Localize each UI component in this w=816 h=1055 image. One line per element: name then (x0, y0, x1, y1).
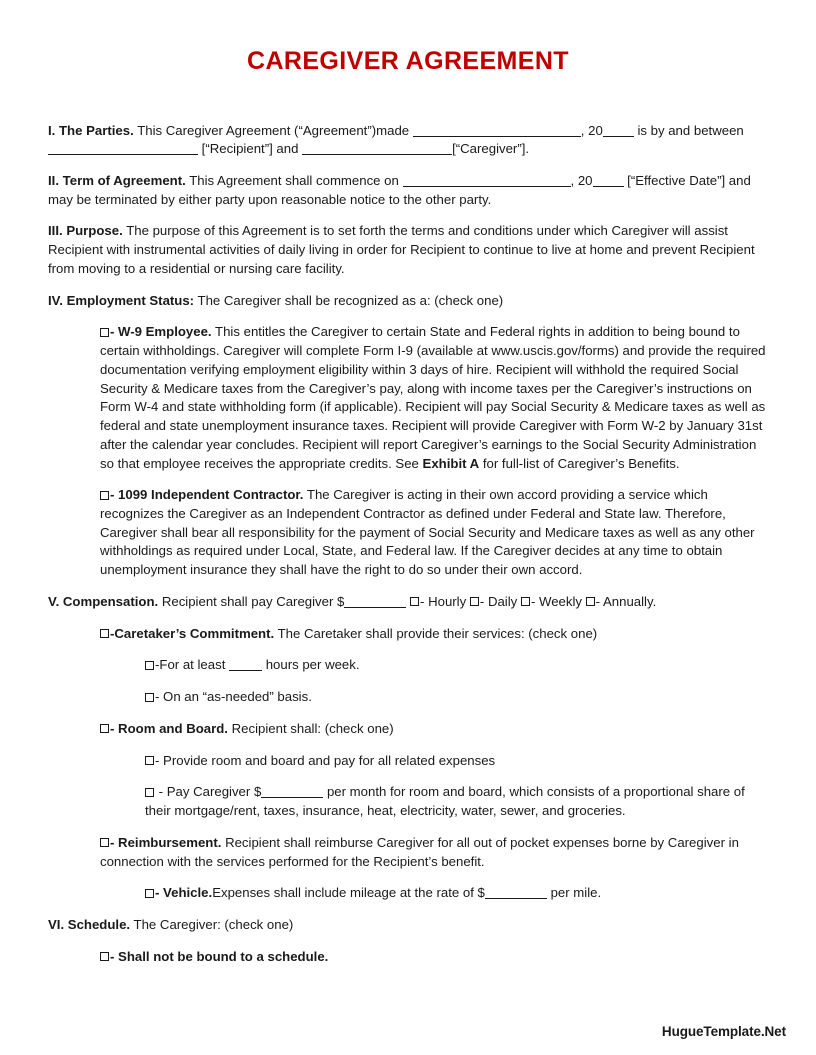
checkbox-hourly-icon[interactable] (410, 597, 419, 606)
checkbox-not-bound-to-schedule-icon[interactable] (100, 952, 109, 961)
employment-option-1099-label: - 1099 Independent Contractor. (110, 487, 304, 503)
page-title: CAREGIVER AGREEMENT (247, 47, 569, 75)
checkbox-reimbursement-icon[interactable] (100, 838, 109, 847)
section-term-text-1: This Agreement shall commence on (189, 172, 403, 188)
section-parties-text-5: [“Caregiver”]. (452, 141, 530, 157)
commitment-option-hours-text-1: -For at least (155, 657, 230, 673)
section-employment-status (48, 292, 768, 311)
section-parties (48, 122, 768, 159)
section-compensation-heading: V. Compensation. (48, 593, 159, 609)
checkbox-room-and-board-icon[interactable] (100, 724, 109, 733)
section-parties-text-2: , 20 (580, 122, 603, 138)
caretakers-commitment-label: -Caretaker’s Commitment. (110, 625, 275, 641)
room-and-board-label: - Room and Board. (110, 720, 228, 736)
section-parties-text-1: This Caregiver Agreement (“Agreement”)made (137, 122, 413, 138)
room-board-option-provide-text: - Provide room and board and pay for all related expenses (155, 752, 496, 768)
caretakers-commitment-text: The Caretaker shall provide their services: (check one) (277, 625, 598, 641)
vehicle-mileage-rate-blank[interactable] (485, 887, 547, 899)
employment-option-w9 (48, 323, 768, 473)
parties-year-blank[interactable] (603, 125, 634, 137)
compensation-amount-blank[interactable] (344, 596, 406, 608)
section-parties-text-3: is by and between (633, 122, 744, 138)
reimbursement-vehicle-label: - Vehicle. (155, 885, 213, 901)
reimbursement-vehicle (48, 884, 768, 903)
commitment-hours-blank[interactable] (229, 659, 262, 671)
section-schedule-heading: VI. Schedule. (48, 917, 131, 932)
checkbox-daily-icon[interactable] (470, 597, 479, 606)
footer-watermark: HugueTemplate.Net (661, 1024, 786, 1039)
parties-date-blank[interactable] (413, 125, 581, 137)
checkbox-for-at-least-hours-icon[interactable] (145, 661, 154, 670)
checkbox-pay-caregiver-monthly-icon[interactable] (145, 788, 154, 797)
checkbox-caretakers-commitment-icon[interactable] (100, 629, 109, 638)
checkbox-provide-room-and-board-icon[interactable] (145, 756, 154, 765)
section-term-heading: II. Term of Agreement. (48, 172, 186, 188)
document-body (0, 122, 816, 967)
reimbursement (48, 834, 768, 871)
section-compensation (48, 593, 768, 612)
caretakers-commitment (48, 625, 768, 644)
schedule-option-not-bound (48, 948, 768, 967)
room-board-option-pay-text-1: - Pay Caregiver $ (158, 784, 262, 800)
section-term-text-3: [“Effective Date”] and may be terminated by either party upon reasonable notice to the other party. (48, 172, 751, 207)
employment-option-w9-text-2: for full-list of Caregiver’s Benefits. (479, 455, 680, 471)
section-term-text-2: , 20 (570, 172, 593, 188)
term-date-blank[interactable] (403, 175, 571, 187)
section-schedule (48, 916, 768, 935)
commitment-option-as-needed-text: - On an “as-needed” basis. (155, 689, 312, 705)
checkbox-w9-employee-icon[interactable] (100, 328, 109, 337)
section-purpose (48, 222, 768, 278)
section-employment-status-heading: IV. Employment Status: (48, 292, 195, 308)
room-board-option-provide (48, 752, 768, 771)
parties-caregiver-blank[interactable] (302, 143, 452, 155)
commitment-option-hours-text-2: hours per week. (262, 657, 360, 673)
checkbox-1099-contractor-icon[interactable] (100, 491, 109, 500)
reimbursement-label: - Reimbursement. (110, 834, 222, 850)
checkbox-annually-icon[interactable] (586, 597, 595, 606)
section-schedule-text: The Caregiver: (check one) (133, 917, 294, 932)
reimbursement-text: Recipient shall reimburse Caregiver for all out of pocket expenses borne by Caregiver in connection with the services performed for the Recipient’s benefit. (100, 834, 739, 869)
commitment-option-hours (48, 656, 768, 675)
term-year-blank[interactable] (593, 175, 624, 187)
commitment-option-as-needed (48, 688, 768, 707)
employment-option-1099-text-1: The Caregiver is acting in their own accord providing a service which recognizes the Caregiver as an Independent Contractor as defined under Federal and State law. Therefore, Caregiver shall bear all responsibility for the payment of Social Security and Medicare taxes as well as any other withholdings as required under Local, State, and Federal law. If the Caregiver decides at any time to obtain unemployment insurance they shall have the right to do so under their own accord. (100, 487, 755, 578)
room-and-board (48, 720, 768, 739)
section-purpose-text: The purpose of this Agreement is to set forth the terms and conditions under which Caregiver will assist Recipient with instrumental activities of daily living in order for Recipient to continue to live at home and prevent Recipient from moving to a residential or nursing care facility. (48, 223, 755, 276)
employment-option-w9-text-1: This entitles the Caregiver to certain State and Federal rights in addition to being bound to certain withholdings. Caregiver will complete Form I-9 (available at www.uscis.gov/forms) and provide the required documentation verifying employment eligibility within 3 days of hire. Recipient will withhold the required Social Security & Medicare taxes from the Caregiver’s pay, along with income taxes per the Caregiver’s instructions on Form W-4 and state withholding form (if applicable). Recipient will pay Social Security & Medicare taxes as well as federal and state unemployment insurance taxes. Recipient will provide Caregiver with Form W-2 by January 31st after the calendar year concludes. Recipient will report Caregiver’s earnings to the Social Security Administration so that employee receives the appropriate credits. See (100, 324, 766, 471)
room-board-option-pay (48, 783, 768, 820)
section-purpose-heading: III. Purpose. (48, 223, 123, 239)
section-employment-status-text: The Caregiver shall be recognized as a: (check one) (197, 292, 504, 308)
reimbursement-vehicle-text-1: Expenses shall include mileage at the rate of $ (212, 885, 485, 901)
checkbox-as-needed-basis-icon[interactable] (145, 693, 154, 702)
compensation-rate-daily: - Daily (479, 593, 518, 609)
compensation-rate-hourly: - Hourly (420, 593, 467, 609)
employment-option-1099 (48, 486, 768, 580)
section-compensation-text-1: Recipient shall pay Caregiver $ (161, 593, 345, 609)
employment-option-w9-label: - W-9 Employee. (110, 324, 212, 340)
compensation-rate-annually: - Annually. (595, 593, 657, 609)
employment-option-w9-emphasis: Exhibit A (422, 455, 480, 471)
section-parties-heading: I. The Parties. (48, 122, 134, 138)
section-term (48, 172, 768, 209)
room-and-board-text: Recipient shall: (check one) (231, 720, 394, 736)
checkbox-weekly-icon[interactable] (521, 597, 530, 606)
section-parties-text-4: [“Recipient”] and (198, 141, 303, 157)
checkbox-vehicle-icon[interactable] (145, 889, 154, 898)
compensation-rate-weekly: - Weekly (530, 593, 582, 609)
parties-recipient-blank[interactable] (48, 143, 198, 155)
schedule-option-not-bound-label: - Shall not be bound to a schedule. (110, 948, 329, 964)
room-board-option-pay-text-2: per month for room and board, which consists of a proportional share of their mortgage/rent, taxes, insurance, heat, electricity, water, sewer, and groceries. (145, 784, 745, 819)
room-board-monthly-amount-blank[interactable] (261, 786, 323, 798)
reimbursement-vehicle-text-2: per mile. (546, 885, 602, 901)
